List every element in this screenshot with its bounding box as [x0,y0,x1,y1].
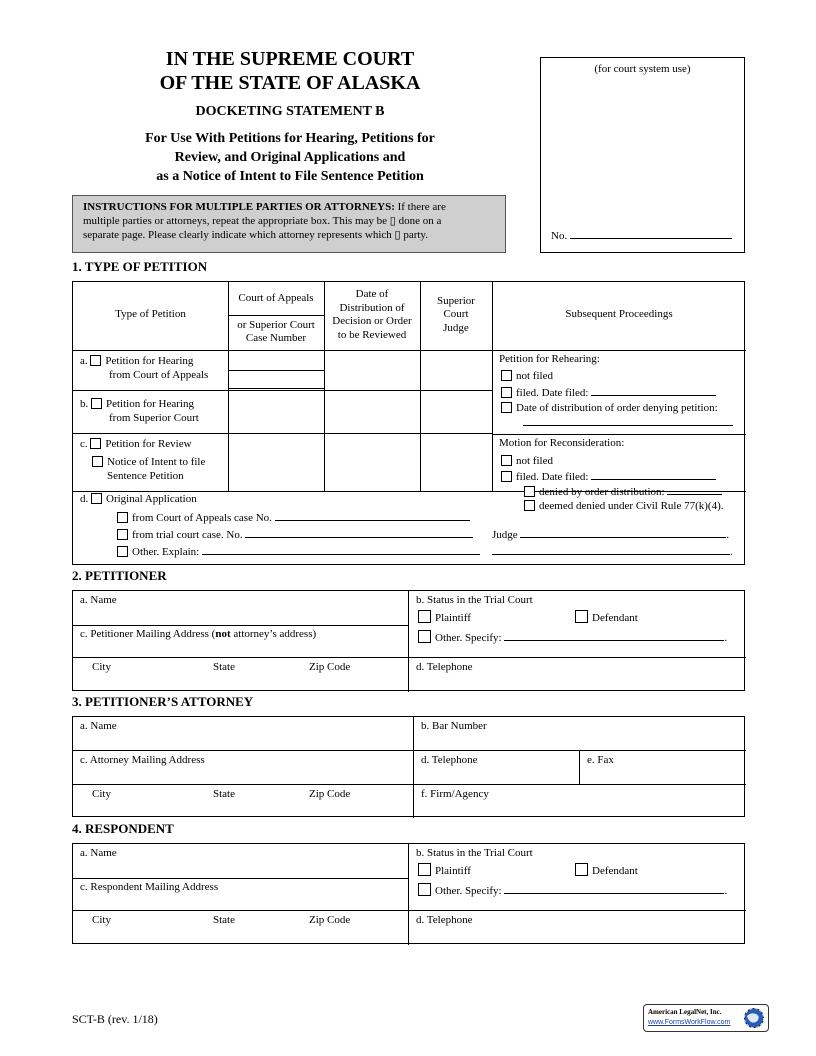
section2-heading: 2. PETITIONER [72,568,167,583]
recon-denied: denied by order distribution: [524,485,722,498]
judge-field[interactable] [520,528,726,538]
logo-line-1: American LegalNet, Inc. [648,1008,722,1016]
instructions-box [72,195,506,253]
d-option-coa: from Court of Appeals case No. [117,511,470,524]
col-type-of-petition: Type of Petition [115,308,186,320]
col-judge-3: Judge [443,322,469,334]
petitioner-telephone-label: d. Telephone [416,661,473,673]
notice-intent-checkbox[interactable] [92,456,103,467]
col-subsequent-proceedings: Subsequent Proceedings [565,308,673,320]
instructions-label: INSTRUCTIONS FOR MULTIPLE PARTIES OR ATTORNEYS: [83,201,395,213]
col-judge-2: Court [443,308,469,320]
recon-deemed: deemed denied under Civil Rule 77(k)(4). [524,500,724,512]
instructions-text-1: If there are [397,201,446,213]
court-title-line1: IN THE SUPREME COURT [165,48,415,70]
row-c: c. Petition for Review [80,438,192,450]
attorney-table [72,716,745,817]
instructions-text-2: multiple parties or attorneys, repeat the appropriate box. This may be ▯ done on a [83,215,442,227]
rehearing-dist-line [523,416,733,429]
logo-line-2: www.FormsWorkFlow.com [648,1019,731,1026]
attorney-city-label: City [92,788,111,800]
recon-date-field[interactable] [591,470,716,480]
petitioner-status-label: b. Status in the Trial Court [416,594,533,606]
rehearing-date-field[interactable] [591,386,716,396]
section1-heading: 1. TYPE OF PETITION [72,259,208,274]
respondent-name-label: a. Name [80,847,117,859]
respondent-other-checkbox[interactable] [418,883,431,896]
recon-not-filed-checkbox[interactable] [501,455,512,466]
petitioner-state-label: State [213,661,235,673]
court-title-line2: OF THE STATE OF ALASKA [159,72,421,94]
rehearing-distribution: Date of distribution of order denying petition: [501,402,718,414]
attorney-address-label: c. Attorney Mailing Address [80,754,205,766]
recon-filed-checkbox[interactable] [501,471,512,482]
respondent-status-label: b. Status in the Trial Court [416,847,533,859]
petitioner-other-field[interactable] [504,631,724,641]
col-date-3: Decision or Order [332,315,412,327]
col-judge-1: Superior [437,295,475,307]
attorney-fax-label: e. Fax [587,754,614,766]
row-a: a. Petition for Hearing [80,355,194,367]
petitioner-other: Other. Specify: . [418,630,727,644]
row-a-line2: from Court of Appeals [109,369,209,381]
court-no-field[interactable] [570,229,732,239]
use-line-1: For Use With Petitions for Hearing, Petitions for [145,131,435,146]
respondent-state-label: State [213,914,235,926]
row-b-line2: from Superior Court [109,412,199,424]
judge-line-2: . [492,545,733,558]
judge-field-2[interactable] [492,545,730,555]
respondent-other: Other. Specify: . [418,883,727,897]
rehearing-not-filed-checkbox[interactable] [501,370,512,381]
rehearing-label: Petition for Rehearing: [499,353,600,365]
row-d: d. Original Application [80,493,197,505]
petitioner-name-label: a. Name [80,594,117,606]
petition-hearing-coa-checkbox[interactable] [90,355,101,366]
col-superior-case-1: or Superior Court [237,319,315,331]
respondent-city-label: City [92,914,111,926]
respondent-defendant: Defendant [575,863,638,877]
rehearing-filed-checkbox[interactable] [501,387,512,398]
other-explain-field[interactable] [202,545,480,555]
col-date-2: Distribution of [339,302,405,314]
petitioner-address-label: c. Petitioner Mailing Address (not attorney’s address) [80,628,317,640]
court-use-box [540,57,745,253]
use-line-2: Review, and Original Applications and [174,150,406,165]
attorney-zip-label: Zip Code [309,788,351,800]
col-superior-case-2: Case Number [245,332,307,344]
d-option-trial: from trial court case. No. [117,528,473,541]
petitioner-city-label: City [92,661,111,673]
row-c-notice: Notice of Intent to file [92,456,205,468]
petitioner-other-checkbox[interactable] [418,630,431,643]
reconsideration-label: Motion for Reconsideration: [499,437,625,449]
respondent-zip-label: Zip Code [309,914,351,926]
court-no-label: No. [551,229,732,242]
judge-line: Judge . [492,529,730,541]
respondent-telephone-label: d. Telephone [416,914,473,926]
respondent-defendant-checkbox[interactable] [575,863,588,876]
recon-denied-field[interactable] [667,485,722,495]
attorney-state-label: State [213,788,235,800]
petitioner-plaintiff: Plaintiff [418,610,471,624]
petitioner-table [72,590,745,691]
original-application-checkbox[interactable] [91,493,102,504]
american-legalnet-logo[interactable] [643,1004,769,1032]
other-explain-checkbox[interactable] [117,546,128,557]
petitioner-plaintiff-checkbox[interactable] [418,610,431,623]
col-court-of-appeals: Court of Appeals [238,292,314,304]
recon-filed: filed. Date filed: [501,470,716,483]
petition-hearing-superior-checkbox[interactable] [91,398,102,409]
petition-review-checkbox[interactable] [90,438,101,449]
recon-not-filed: not filed [501,455,553,467]
respondent-table [72,843,745,944]
respondent-plaintiff: Plaintiff [418,863,471,877]
row-b: b. Petition for Hearing [80,398,194,410]
col-date-4: to be Reviewed [337,329,407,341]
rehearing-filed: filed. Date filed: [501,386,716,399]
respondent-plaintiff-checkbox[interactable] [418,863,431,876]
row-c-line3: Sentence Petition [107,470,184,482]
form-title: DOCKETING STATEMENT B [195,104,385,119]
recon-deemed-checkbox[interactable] [524,500,535,511]
rehearing-dist-field[interactable] [523,416,733,426]
attorney-name-label: a. Name [80,720,117,732]
section3-heading: 3. PETITIONER’S ATTORNEY [72,694,254,709]
coa-case-no-field[interactable] [275,511,470,521]
d-option-other: Other. Explain: [117,545,480,558]
recon-denied-checkbox[interactable] [524,486,535,497]
form-id: SCT-B (rev. 1/18) [72,1012,158,1026]
respondent-other-field[interactable] [504,884,724,894]
section4-heading: 4. RESPONDENT [72,821,174,836]
globe-icon [743,1007,765,1029]
attorney-bar-label: b. Bar Number [421,720,487,732]
court-use-label: (for court system use) [594,63,691,75]
trial-case-no-field[interactable] [245,528,473,538]
attorney-telephone-label: d. Telephone [421,754,478,766]
type-of-petition-table [72,281,745,565]
petitioner-zip-label: Zip Code [309,661,351,673]
petitioner-defendant: Defendant [575,610,638,624]
petitioner-defendant-checkbox[interactable] [575,610,588,623]
rehearing-not-filed: not filed [501,370,553,382]
attorney-firm-label: f. Firm/Agency [421,788,489,800]
from-coa-checkbox[interactable] [117,512,128,523]
instructions-text-3: separate page. Please clearly indicate which attorney represents which ▯ party. [83,229,428,241]
from-trial-checkbox[interactable] [117,529,128,540]
use-line-3: as a Notice of Intent to File Sentence Petition [156,169,424,184]
col-date-1: Date of [355,288,389,300]
respondent-address-label: c. Respondent Mailing Address [80,881,219,893]
rehearing-distribution-checkbox[interactable] [501,402,512,413]
